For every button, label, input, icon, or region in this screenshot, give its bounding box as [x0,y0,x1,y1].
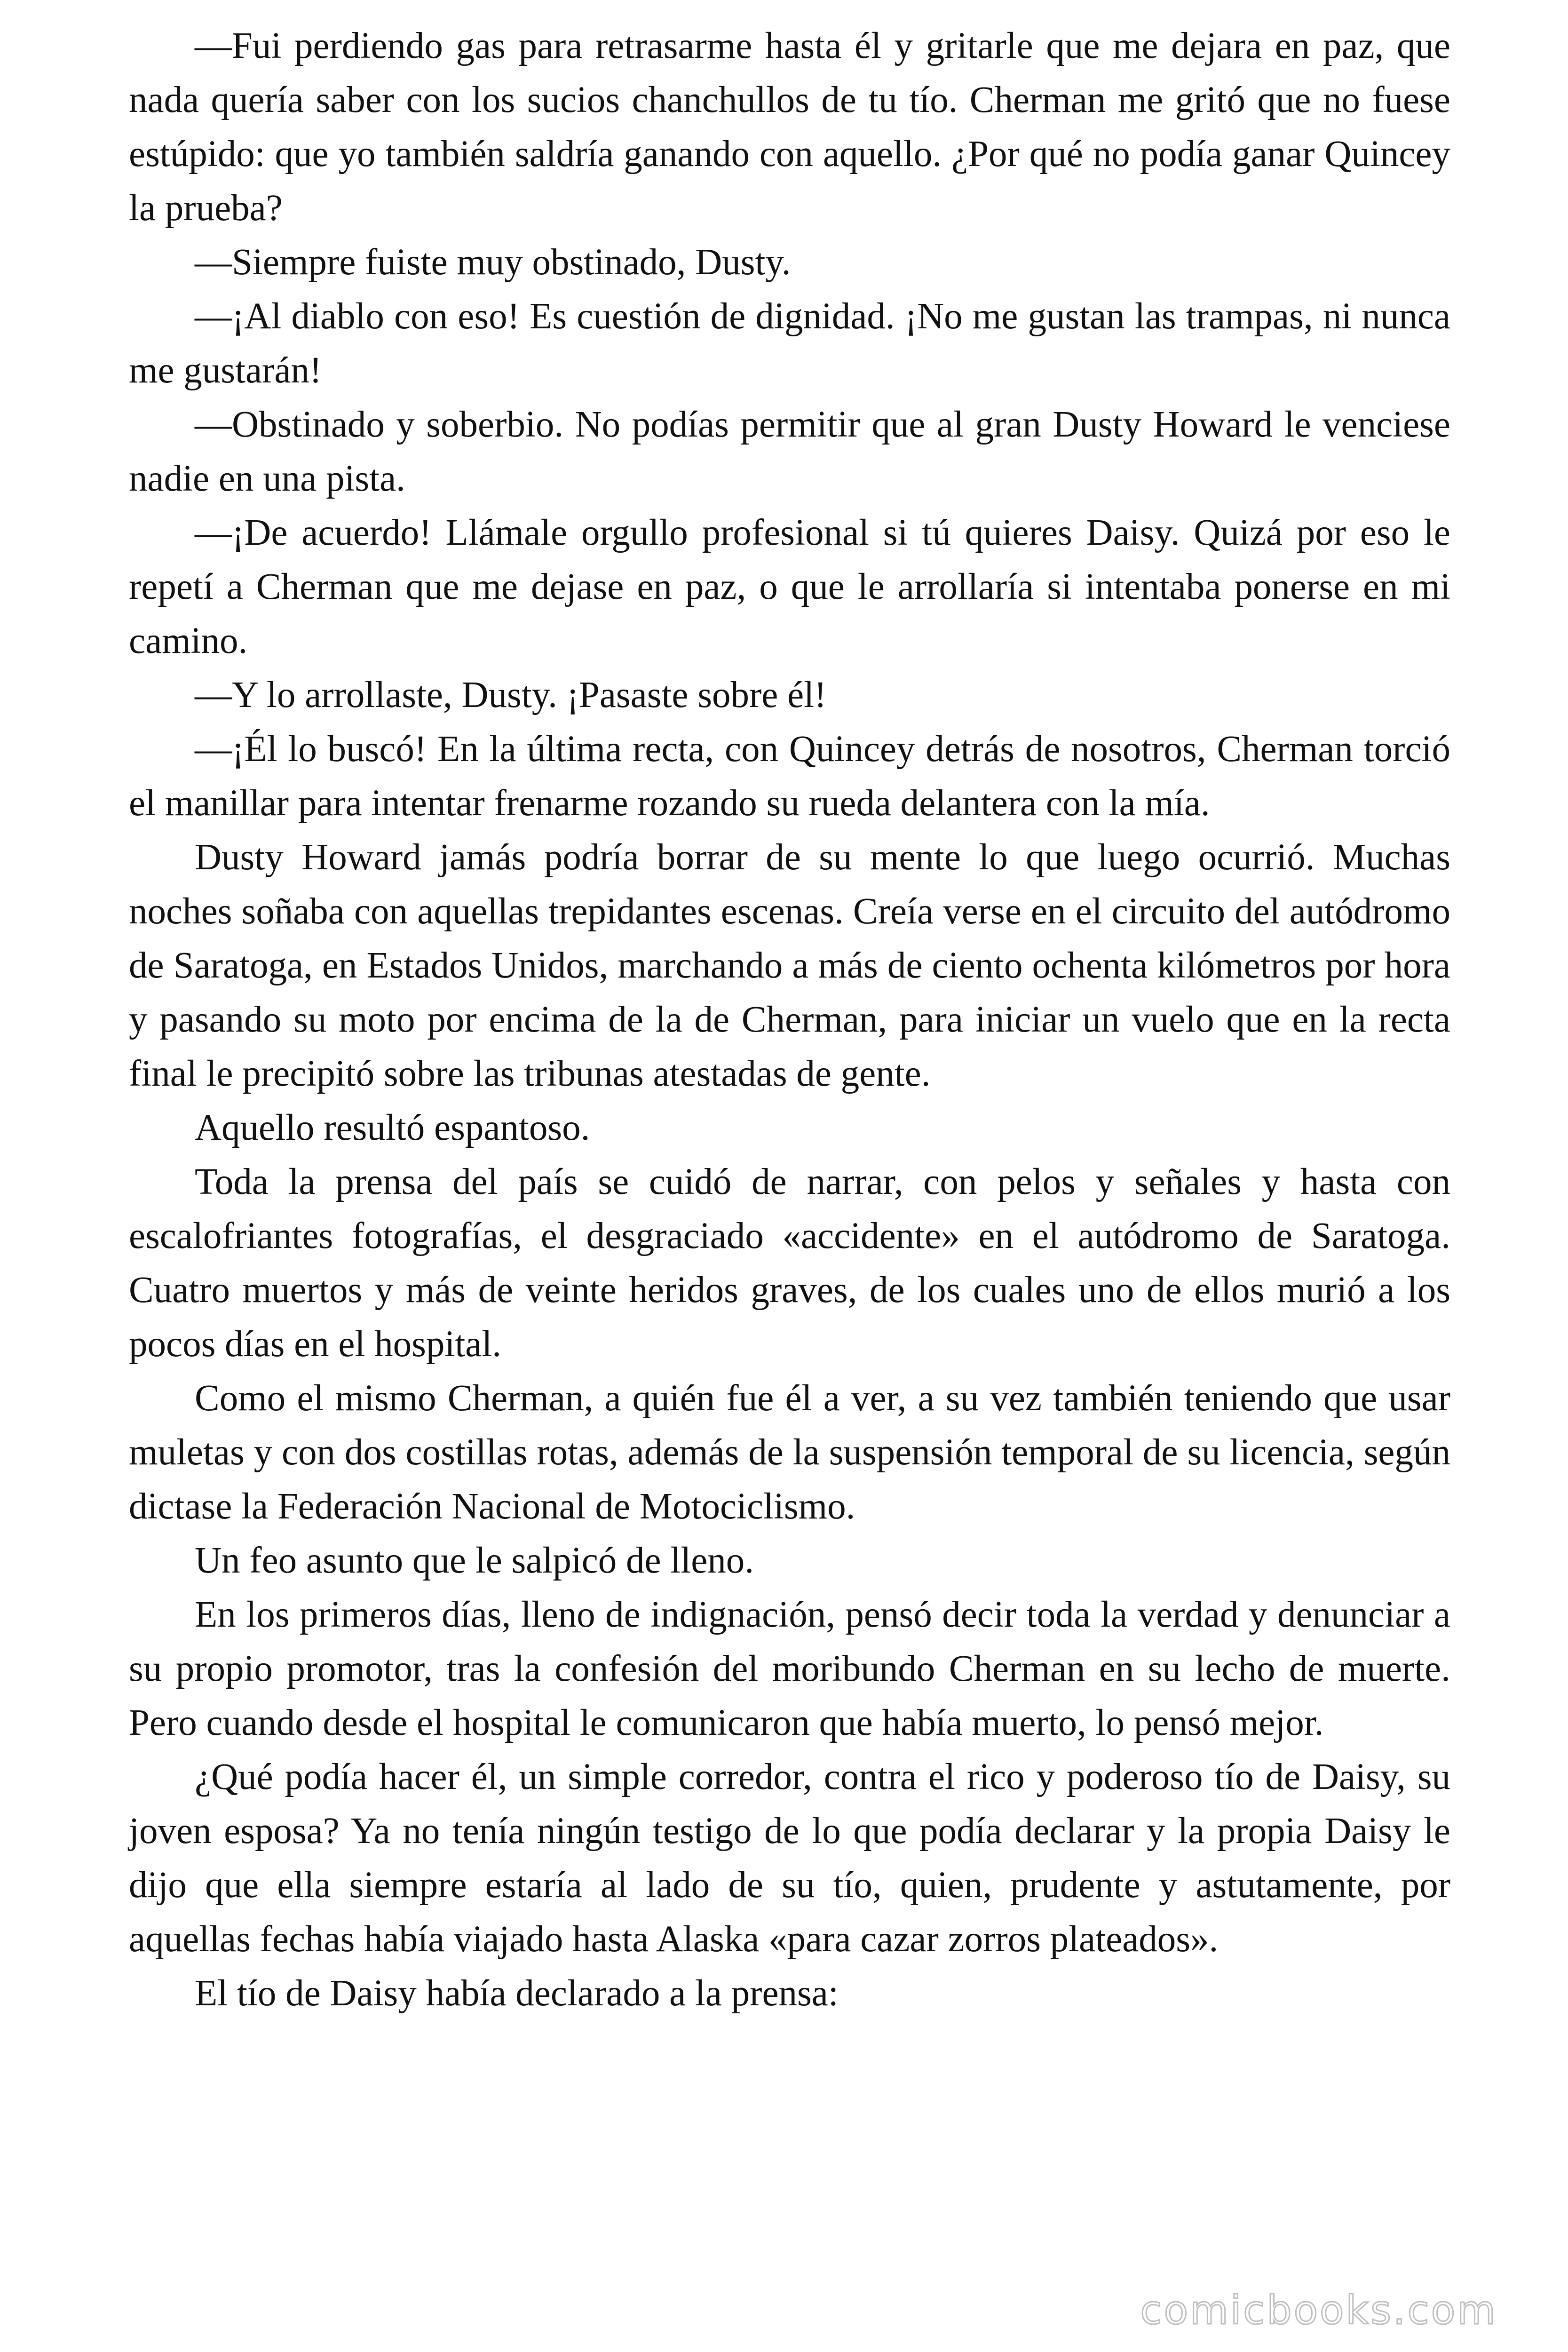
paragraph: —¡Él lo buscó! En la última recta, con Quincey detrás de nosotros, Cherman torció el manillar para intentar frenarme rozando su rueda delantera con la mía. [129,729,1450,824]
paragraph: —Obstinado y soberbio. No podías permitir que al gran Dusty Howard le venciese nadie en una pista. [129,404,1450,499]
paragraph: Un feo asunto que le salpicó de lleno. [195,1540,754,1581]
paragraph: En los primeros días, lleno de indignación, pensó decir toda la verdad y denunciar a su propio promotor, tras la confesión del moribundo Cherman en su lecho de muerte. Pero cuando desde el hospital le comunicaron que había muerto, lo pensó mejor. [129,1594,1450,1743]
watermark: comicbooks.com [1140,2287,1497,2333]
paragraph: —Siempre fuiste muy obstinado, Dusty. [195,242,791,283]
paragraph: Aquello resultó espantoso. [195,1107,590,1148]
paragraph: —Y lo arrollaste, Dusty. ¡Pasaste sobre él! [195,675,827,715]
paragraph: El tío de Daisy había declarado a la prensa: [195,1973,839,2014]
paragraph: Como el mismo Cherman, a quién fue él a ver, a su vez también teniendo que usar muletas y con dos costillas rotas, además de la suspensión temporal de su licencia, según dictase la Federación Nacional de Motociclismo. [129,1378,1450,1527]
paragraph: ¿Qué podía hacer él, un simple corredor, contra el rico y poderoso tío de Daisy, su joven esposa? Ya no tenía ningún testigo de lo que podía declarar y la propia Daisy le dijo que ella siempre estaría al lado de su tío, quien, prudente y astutamente, por aquellas fechas había viajado hasta Alaska «para cazar zorros plateados». [129,1756,1450,1960]
paragraph: —¡Al diablo con eso! Es cuestión de dignidad. ¡No me gustan las trampas, ni nunca me gustarán! [129,296,1450,391]
paragraph: Dusty Howard jamás podría borrar de su mente lo que luego ocurrió. Muchas noches soñaba con aquellas trepidantes escenas. Creía verse en el circuito del autódromo de Saratoga, en Estados Unidos, marchando a más de ciento ochenta kilómetros por hora y pasando su moto por encima de la de Cherman, para iniciar un vuelo que en la recta final le precipitó sobre las tribunas atestadas de gente. [129,837,1450,1094]
paragraph: —Fui perdiendo gas para retrasarme hasta él y gritarle que me dejara en paz, que nada quería saber con los sucios chanchullos de tu tío. Cherman me gritó que no fuese estúpido: que yo también saldría ganando con aquello. ¿Por qué no podía ganar Quincey la prueba? [129,25,1450,229]
paragraph: Toda la prensa del país se cuidó de narrar, con pelos y señales y hasta con escalofriantes fotografías, el desgraciado «accidente» en el autódromo de Saratoga. Cuatro muertos y más de veinte heridos graves, de los cuales uno de ellos murió a los pocos días en el hospital. [129,1161,1450,1365]
paragraph: —¡De acuerdo! Llámale orgullo profesional si tú quieres Daisy. Quizá por eso le repetí a Cherman que me dejase en paz, o que le arrollaría si intentaba ponerse en mi camino. [129,512,1450,661]
